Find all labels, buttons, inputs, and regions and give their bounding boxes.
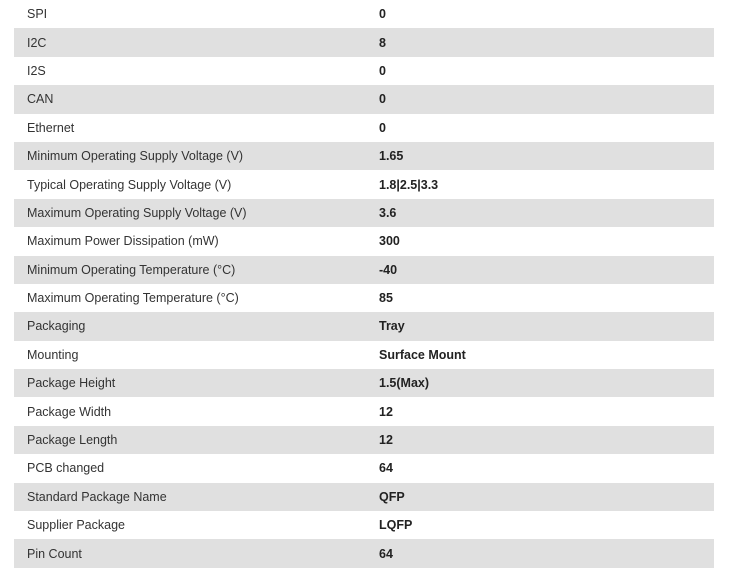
spec-value: 12 [379,433,393,448]
spec-row-can [14,85,714,113]
spec-name: Packaging [27,319,86,334]
spec-row-package-width [14,397,714,425]
spec-name: Package Height [27,376,116,391]
spec-name: Pin Count [27,546,82,561]
spec-value: 85 [379,291,393,306]
spec-name: Maximum Operating Temperature (°C) [27,291,239,306]
spec-name: Package Length [27,433,118,448]
spec-row-min-temp [14,256,714,284]
spec-value: 0 [379,92,386,107]
spec-value: 0 [379,120,386,135]
spec-row-packaging [14,312,714,340]
spec-value: 1.65 [379,149,404,164]
spec-row-i2c [14,28,714,56]
spec-value: 1.5(Max) [379,376,430,391]
spec-row-ethernet [14,114,714,142]
spec-row-max-temp [14,284,714,312]
spec-name: SPI [27,7,48,22]
spec-row-i2s [14,57,714,85]
spec-name: Maximum Operating Supply Voltage (V) [27,205,247,220]
spec-row-min-supply-voltage [14,142,714,170]
spec-name: Standard Package Name [27,489,167,504]
spec-name: Mounting [27,347,79,362]
spec-value: LQFP [379,518,413,533]
spec-value: QFP [379,489,405,504]
spec-value: 0 [379,7,386,22]
spec-row-standard-package-name [14,483,714,511]
spec-table-body [14,0,714,568]
spec-row-package-length [14,426,714,454]
spec-row-max-power-dissipation [14,227,714,255]
spec-value: 12 [379,404,393,419]
spec-value: Tray [379,319,405,334]
spec-name: Minimum Operating Supply Voltage (V) [27,149,244,164]
spec-name: Maximum Power Dissipation (mW) [27,234,219,249]
spec-table [14,0,714,568]
spec-name: CAN [27,92,54,107]
spec-row-supplier-package [14,511,714,539]
spec-value: -40 [379,262,398,277]
spec-row-pcb-changed [14,454,714,482]
spec-value: 3.6 [379,205,397,220]
spec-row-package-height [14,369,714,397]
spec-value: 8 [379,35,386,50]
spec-row-max-supply-voltage [14,199,714,227]
spec-value: 1.8|2.5|3.3 [379,177,439,192]
spec-value: 64 [379,461,393,476]
spec-name: I2S [27,63,46,78]
spec-name: PCB changed [27,461,105,476]
spec-name: Minimum Operating Temperature (°C) [27,262,236,277]
spec-name: Typical Operating Supply Voltage (V) [27,177,232,192]
spec-name: Ethernet [27,120,75,135]
spec-name: Supplier Package [27,518,125,533]
spec-value: 300 [379,234,400,249]
spec-value: 0 [379,63,386,78]
spec-row-pin-count [14,539,714,567]
spec-row-spi [14,0,714,28]
spec-row-mounting [14,341,714,369]
spec-name: Package Width [27,404,112,419]
spec-value: Surface Mount [379,347,466,362]
spec-value: 64 [379,546,393,561]
spec-row-typ-supply-voltage [14,170,714,198]
spec-name: I2C [27,35,47,50]
